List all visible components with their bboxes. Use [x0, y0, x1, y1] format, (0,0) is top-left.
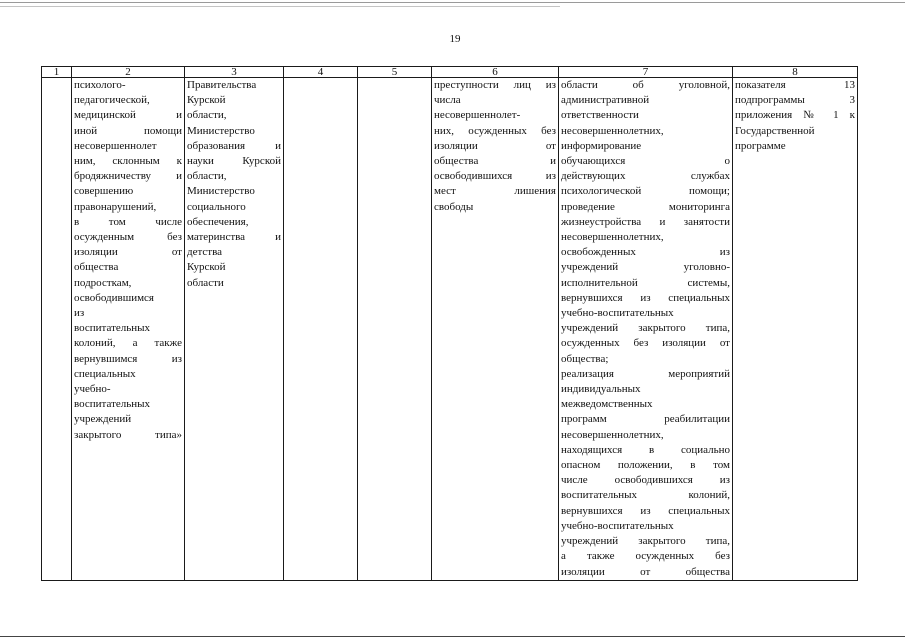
text-line: приложения № 1 к	[735, 109, 855, 122]
text-line: учебно-	[74, 383, 111, 396]
header-col-1: 1	[42, 67, 72, 78]
text-line: правонарушений,	[74, 200, 157, 213]
text-line: обучающихся о	[561, 155, 730, 168]
text-line: совершению	[74, 185, 134, 198]
text-line: программе	[735, 139, 786, 152]
text-line: реализация мероприятий	[561, 367, 730, 380]
text-line: общества	[74, 261, 119, 274]
program-table	[41, 66, 858, 581]
text-line: осужденных без изоляции от	[561, 337, 730, 350]
text-line: изоляции от	[434, 139, 556, 152]
text-line: учреждений уголовно-	[561, 261, 730, 274]
text-line: учебно-воспитательных	[561, 307, 674, 320]
text-line: Министерство	[187, 185, 255, 198]
text-line: преступности лиц из	[434, 79, 556, 91]
text-line: межведомственных	[561, 398, 653, 411]
text-line: воспитательных	[74, 398, 151, 411]
header-col-5: 5	[358, 67, 432, 78]
top-rule	[0, 2, 905, 3]
text-line: административной	[561, 94, 650, 107]
text-line: области	[187, 276, 224, 289]
page-number: 19	[449, 33, 461, 45]
text-line: медицинской и	[74, 109, 182, 122]
text-line: учреждений закрытого типа,	[561, 322, 730, 335]
text-line: несовершеннолет	[74, 139, 157, 152]
text-line: Министерство	[187, 124, 255, 137]
text-line: опасном положении, в том	[561, 459, 730, 472]
text-line: изоляции от общества	[561, 565, 730, 578]
table-row	[42, 78, 858, 581]
text-line: индивидуальных	[561, 383, 641, 396]
text-line: действующих службах	[561, 170, 730, 183]
text-line: Государственной	[735, 124, 815, 137]
text-line: специальных	[74, 367, 136, 380]
text-line: числе освободившихся из	[561, 474, 730, 487]
text-line: свободы	[434, 200, 474, 213]
text-line: находящихся в социально	[561, 443, 730, 456]
header-row	[42, 67, 858, 78]
text-line: несовершеннолетних,	[561, 231, 664, 244]
text-line: области,	[187, 109, 227, 122]
col8-text	[735, 78, 855, 154]
text-line: воспитательных	[74, 322, 151, 335]
text-line: Правительства	[187, 79, 257, 91]
cell-col-5	[358, 78, 432, 581]
text-line: ответственности	[561, 109, 639, 122]
text-line: а также осужденных без	[561, 550, 730, 563]
cell-col-7	[559, 78, 733, 581]
cell-col-3	[185, 78, 284, 581]
cell-col-6	[432, 78, 559, 581]
text-line: вернувшихся из специальных	[561, 504, 730, 517]
header-col-4: 4	[284, 67, 358, 78]
text-line: осужденным без	[74, 231, 182, 244]
text-line: показателя 13	[735, 79, 855, 91]
text-line: Курской	[187, 261, 226, 274]
text-line: воспитательных колоний,	[561, 489, 730, 502]
text-line: образования и	[187, 139, 281, 152]
text-line: ним, склонным к	[74, 155, 182, 168]
col7-text	[561, 78, 730, 580]
text-line: области об уголовной,	[561, 79, 730, 91]
text-line: мест лишения	[434, 185, 556, 198]
text-line: Курской	[187, 94, 226, 107]
text-line: науки Курской	[187, 155, 281, 168]
text-line: информирование	[561, 139, 642, 152]
text-line: освободившихся из	[434, 170, 556, 183]
header-col-7: 7	[559, 67, 733, 78]
text-line: вернувшимся из	[74, 352, 182, 365]
text-line: несовершеннолетних,	[561, 124, 664, 137]
text-line: освободившимся	[74, 291, 154, 304]
cell-col-4	[284, 78, 358, 581]
text-line: несовершеннолетних,	[561, 428, 664, 441]
text-line: из	[74, 307, 85, 320]
text-line: области,	[187, 170, 227, 183]
text-line: учреждений закрытого типа,	[561, 535, 730, 548]
header-col-2: 2	[72, 67, 185, 78]
text-line: числа	[434, 94, 461, 107]
top-rule-secondary	[0, 6, 560, 7]
text-line: проведение мониторинга	[561, 200, 730, 213]
text-line: них, осужденных без	[434, 124, 556, 137]
text-line: вернувшихся из специальных	[561, 291, 730, 304]
text-line: колоний, а также	[74, 337, 182, 350]
text-line: учреждений	[74, 413, 132, 426]
text-line: материнства и	[187, 231, 281, 244]
text-line: программ реабилитации	[561, 413, 730, 426]
text-line: освобожденных из	[561, 246, 730, 259]
text-line: подпрограммы 3	[735, 94, 855, 107]
text-line: общества и	[434, 155, 556, 168]
text-line: подросткам,	[74, 276, 132, 289]
col2-text	[74, 78, 182, 443]
text-line: исполнительной системы,	[561, 276, 730, 289]
text-line: педагогической,	[74, 94, 150, 107]
text-line: социального	[187, 200, 246, 213]
text-line: бродяжничеству и	[74, 170, 182, 183]
text-line: иной помощи	[74, 124, 182, 137]
text-line: общества;	[561, 352, 609, 365]
bottom-rule	[0, 636, 905, 637]
col6-text	[434, 78, 556, 215]
text-line: изоляции от	[74, 246, 182, 259]
text-line: психолого-	[74, 79, 126, 91]
header-col-6: 6	[432, 67, 559, 78]
text-line: психологической помощи;	[561, 185, 730, 198]
text-line: учебно-воспитательных	[561, 519, 674, 532]
col3-text	[187, 78, 281, 291]
cell-col-1	[42, 78, 72, 581]
text-line: в том числе	[74, 215, 182, 228]
text-line: закрытого типа»	[74, 428, 182, 441]
cell-col-2	[72, 78, 185, 581]
text-line: жизнеустройства и занятости	[561, 215, 730, 228]
text-line: детства	[187, 246, 223, 259]
text-line: обеспечения,	[187, 215, 249, 228]
cell-col-8	[733, 78, 858, 581]
header-col-8: 8	[733, 67, 858, 78]
text-line: несовершеннолет-	[434, 109, 521, 122]
header-col-3: 3	[185, 67, 284, 78]
